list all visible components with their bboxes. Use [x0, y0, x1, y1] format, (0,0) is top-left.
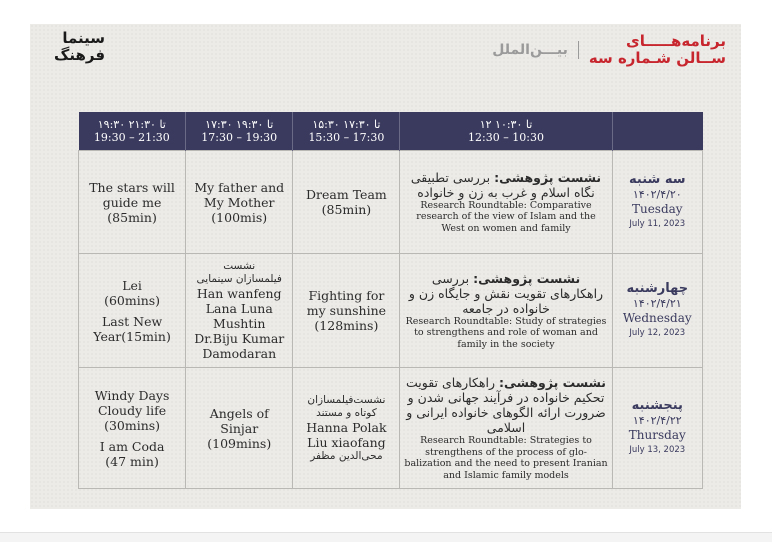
title-red: [589, 33, 726, 67]
header-time-4: ۱۲ تا ۱۰:۳۰ 12:30 – 10:30: [400, 112, 612, 151]
day-cell: پنجشنبه ۱۴۰۲/۴/۲۲ Thursday July 13, 2023: [612, 368, 702, 489]
title-line-2: ســالن شـماره سه: [588, 49, 726, 67]
logo-line-2: فرهنگ: [54, 46, 106, 64]
title-separator: [578, 41, 579, 59]
logo-line-1: سینما: [62, 29, 106, 47]
title-line-1: برنامه‌هـــــای: [625, 32, 726, 50]
roundtable-cell: نشست پژوهشی: بررسی راهکارهای تقویت نقش و جایگاه زن و خانواده در جامعه Research Roundtable: Study of strategies to strengthens and role of woman and family in the society: [400, 254, 612, 368]
title-subtitle: بیـــن‌الملل: [492, 42, 568, 58]
header-time-2: ۱۷:۳۰ تا ۱۹:۳۰ 17:30 – 19:30: [186, 112, 293, 151]
cinema-farhang-logo: [54, 30, 105, 64]
film-cell: My father and My Mother (100mis): [186, 151, 293, 254]
film-cell: Fighting for my sunshine (128mins): [293, 254, 400, 368]
film-cell: نشست فیلمسازان سینمایی Han wanfeng Lana Luna Mushtin Dr.Biju Kumar Damodaran: [186, 254, 293, 368]
film-cell: Dream Team (85min): [293, 151, 400, 254]
film-cell: Windy Days Cloudy life (30mins) I am Coda (47 min): [79, 368, 186, 489]
film-cell: The stars will guide me (85min): [79, 151, 186, 254]
table-row: [79, 151, 703, 254]
day-cell: سه شنبه ۱۴۰۲/۴/۲۰ Tuesday July 11, 2023: [612, 151, 702, 254]
header-row: [79, 112, 703, 151]
program-title: [492, 33, 726, 67]
schedule-table: [78, 112, 703, 489]
day-cell: چهارشنبه ۱۴۰۲/۴/۲۱ Wednesday July 12, 2023: [612, 254, 702, 368]
film-cell: Angels of Sinjar (109mins): [186, 368, 293, 489]
roundtable-cell: نشست پژوهشی: بررسی تطبیقی نگاه اسلام و غرب به زن و خانواده Research Roundtable: Comparative research of the view of Islam and the West on women and family: [400, 151, 612, 254]
roundtable-cell: نشست پژوهشی: راهکارهای تقویت تحکیم خانواده در فرآیند جهانی شدن و ضرورت ارائه الگوهای خانواده ایرانی و اسلامی Research Roundtable: Strategies to strengthens of the process of glo-balization and the need to present Iranian and Islamic family models: [400, 368, 612, 489]
header-time-3: ۱۵:۳۰ تا ۱۷:۳۰ 15:30 – 17:30: [293, 112, 400, 151]
table-row: [79, 368, 703, 489]
table-row: [79, 254, 703, 368]
header-day: [612, 112, 702, 151]
header-time-1: ۱۹:۳۰ تا ۲۱:۳۰ 19:30 – 21:30: [79, 112, 186, 151]
film-cell: نشست‌فیلمسازان کوتاه و مستند Hanna Polak Liu xiaofang محی‌الدین مظفر: [293, 368, 400, 489]
film-cell: Lei (60mins) Last New Year(15min): [79, 254, 186, 368]
